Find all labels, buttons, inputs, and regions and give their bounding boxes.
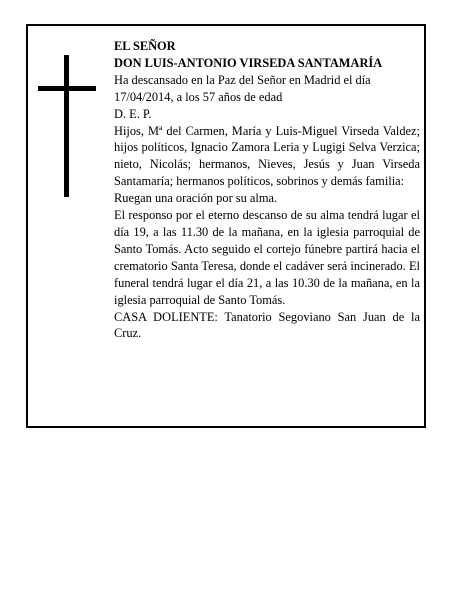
obituary-text xyxy=(114,38,420,342)
family-list: Hijos, Mª del Carmen, María y Luis-Miguel Virseda Valdez; hijos políticos, Ignacio Zamora Leria y Lugigi Selva Verzica; nieto, Nicolás; hermanos, Nieves, Jesús y Juan Virseda Santamaría; hermanos políticos, sobrinos y demás familia: xyxy=(114,123,420,189)
death-announcement: Ha descansado en la Paz del Señor en Madrid el día 17/04/2014, a los 57 años de edad xyxy=(114,72,371,104)
cross-horizontal-bar xyxy=(38,86,96,91)
deceased-name: DON LUIS-ANTONIO VIRSEDA SANTAMARÍA xyxy=(114,55,383,70)
service-details: El responso por el eterno descanso de su alma tendrá lugar el día 19, a las 11.30 de la mañana, en la iglesia parroquial de Santo Tomás. Acto seguido el cortejo fúnebre partirá hacia el crematorio Santa Teresa, donde el cadáver será incinerado. El funeral tendrá lugar el día 21, a las 10.30 de la mañana, en la iglesia parroquial de Santo Tomás. xyxy=(114,208,420,307)
cross-vertical-bar xyxy=(64,55,69,197)
dep-line: D. E. P. xyxy=(114,106,152,121)
obituary-title: EL SEÑOR xyxy=(114,39,176,53)
house-of-mourning: CASA DOLIENTE: Tanatorio Segoviano San Juan de la Cruz. xyxy=(114,309,420,341)
prayer-request: Ruegan una oración por su alma. xyxy=(114,191,278,206)
